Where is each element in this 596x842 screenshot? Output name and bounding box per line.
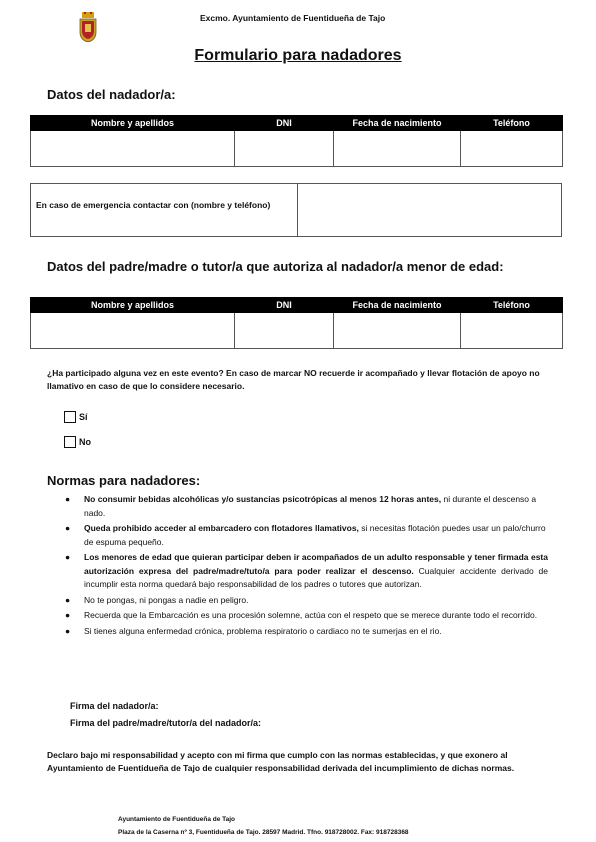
swimmer-phone-field[interactable]: [461, 131, 563, 167]
rules-list: [62, 493, 548, 640]
option-yes[interactable]: [64, 411, 88, 423]
column-header-phone: Teléfono: [461, 116, 563, 131]
participation-question: ¿Ha participado alguna vez en este evento? En caso de marcar NO recuerde ir acompañado y llevar flotación de apoyo no llamativo en caso de que lo considere necesario.: [47, 368, 540, 391]
checkbox-yes[interactable]: [64, 411, 76, 423]
bullet-icon: ●: [65, 552, 71, 562]
bullet-icon: ●: [65, 610, 71, 620]
declaration-text: Declaro bajo mi responsabilidad y acepto con mi firma que cumplo con las normas establecidas, y que exonero al Ayuntamiento de Fuentidueña de Tajo de cualquier responsabilidad derivada del incumplimiento de dichas normas.: [47, 750, 515, 773]
bullet-icon: ●: [65, 625, 71, 636]
swimmer-dni-field[interactable]: [235, 131, 334, 167]
guardian-birthdate-field[interactable]: [334, 313, 461, 349]
rule-text: Recuerda que la Embarcación es una procesión solemne, actúa con el respeto que se merece durante todo el recorrido.: [84, 610, 538, 620]
footer-organization: Ayuntamiento de Fuentidueña de Tajo: [118, 816, 236, 823]
swimmer-name-field[interactable]: [31, 131, 235, 167]
bullet-icon: ●: [65, 523, 71, 533]
guardian-dni-field[interactable]: [235, 313, 334, 349]
rule-item: [62, 594, 548, 608]
rule-text: Cualquier accidente derivado de incumplir esta norma quedará bajo responsabilidad de los padres o tutores que autorizan.: [84, 565, 548, 589]
guardian-section-heading: Datos del padre/madre o tutor/a que autoriza al nadador/a menor de edad:: [47, 259, 504, 274]
column-header-birthdate: Fecha de nacimiento: [334, 116, 461, 131]
organization-header: Excmo. Ayuntamiento de Fuentidueña de Tajo: [200, 13, 386, 23]
guardian-data-table: [30, 297, 563, 349]
emergency-contact-label: En caso de emergencia contactar con (nombre y teléfono): [31, 184, 298, 236]
emergency-contact-box: [30, 183, 562, 237]
bullet-icon: ●: [65, 494, 71, 504]
rule-bold-text: Queda prohibido acceder al embarcadero con flotadores llamativos,: [84, 523, 359, 533]
swimmer-data-table: [30, 115, 563, 167]
municipal-crest-icon: [78, 12, 98, 42]
rule-item: [62, 625, 548, 639]
footer-address: Plaza de la Caserna nº 3, Fuentidueña de Tajo. 28597 Madrid. Tfno. 918728002. Fax: 918728368: [118, 829, 409, 836]
rule-item: [62, 551, 548, 592]
rule-item: [62, 609, 548, 623]
rule-item: [62, 493, 548, 520]
guardian-name-field[interactable]: [31, 313, 235, 349]
column-header-birthdate: Fecha de nacimiento: [334, 298, 461, 313]
rule-text: No te pongas, ni pongas a nadie en peligro.: [84, 594, 249, 605]
option-no[interactable]: [64, 436, 91, 448]
form-title: Formulario para nadadores: [194, 47, 402, 64]
rule-text: si necesitas flotación puedes usar un palo/churro de espuma pequeño.: [84, 523, 546, 547]
guardian-phone-field[interactable]: [461, 313, 563, 349]
option-yes-label: Sí: [79, 412, 88, 422]
column-header-dni: DNI: [235, 298, 334, 313]
rule-text: ni durante el descenso a nado.: [84, 494, 537, 518]
emergency-contact-field[interactable]: [298, 184, 561, 236]
checkbox-no[interactable]: [64, 436, 76, 448]
rule-text: Si tienes alguna enfermedad crónica, problema respiratorio o cardiaco no te sumerjas en el rio.: [84, 625, 442, 636]
rule-bold-text: No consumir bebidas alcohólicas y/o sustancias psicotrópicas al menos 12 horas antes,: [84, 494, 442, 504]
swimmer-section-heading: Datos del nadador/a:: [47, 87, 176, 102]
rules-heading: Normas para nadadores:: [47, 473, 201, 488]
option-no-label: No: [79, 437, 91, 447]
guardian-signature-label: Firma del padre/madre/tutor/a del nadador/a:: [70, 718, 262, 728]
column-header-name: Nombre y apellidos: [31, 298, 235, 313]
rule-bold-text: Los menores de edad que quieran participar deben ir acompañados de un adulto responsable y tener firmada esta autorización expresa del padre/madre/tuto/a para poder realizar el descenso.: [84, 552, 548, 576]
column-header-dni: DNI: [235, 116, 334, 131]
bullet-icon: ●: [65, 594, 71, 605]
rule-item: [62, 522, 548, 549]
column-header-name: Nombre y apellidos: [31, 116, 235, 131]
swimmer-birthdate-field[interactable]: [334, 131, 461, 167]
column-header-phone: Teléfono: [461, 298, 563, 313]
swimmer-signature-label: Firma del nadador/a:: [70, 701, 159, 711]
